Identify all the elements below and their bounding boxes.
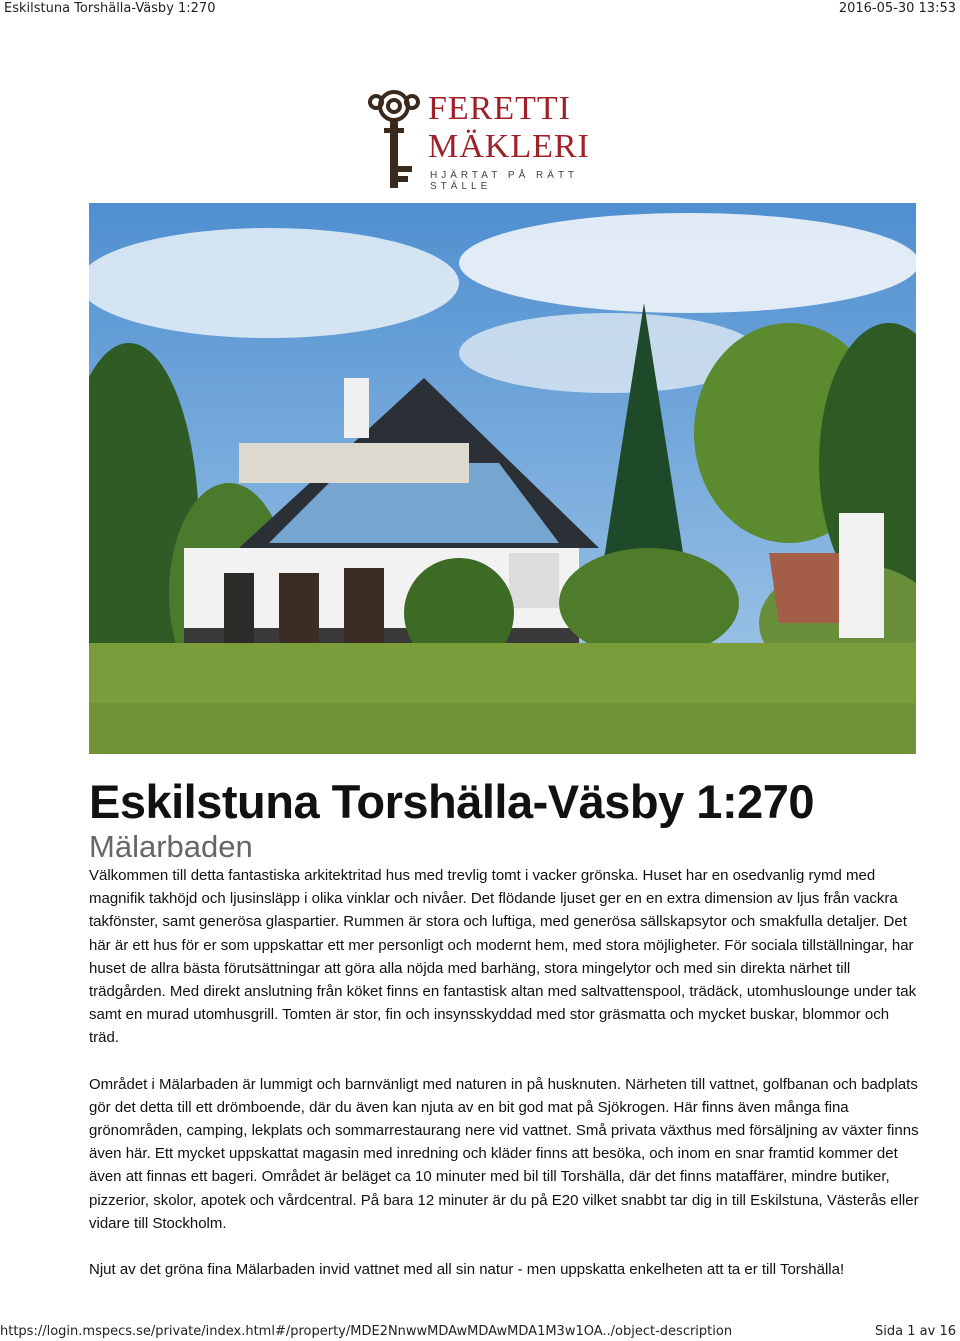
listing-subtitle: Mälarbaden [89,829,253,864]
print-footer-page: Sida 1 av 16 [875,1324,956,1339]
description-paragraph: Området i Mälarbaden är lummigt och barnvänligt med naturen in på husknuten. Närheten till vattnet, golfbanan och badplats gör det detta till ett drömboende, där du även kan njuta av en bit god mat på Sjökrogen. Här finns även många fina grönområden, camping, lekplats och sommarrestaurang nere vid vattnet. Små privata växthus med försäljning av växter finns även här. Ett mycket uppskattat magasin med inredning och kläder finns att besöka, och inom en snar framtid kommer det även att finnas ett bageri. Området är beläget ca 10 minuter med bil till Torshälla, där det finns mataffärer, mindre butiker, pizzerior, skolor, apotek och vårdcentral. På bara 12 minuter är du på E20 vilket snabbt tar dig in till Eskilstuna, Västerås eller vidare till Stockholm. [89,1075,919,1232]
description-paragraph: Njut av det gröna fina Mälarbaden invid vattnet med all sin natur - men uppskatta enkelheten att ta er till Torshälla! [89,1261,845,1279]
print-footer [0,1323,960,1341]
company-logo [364,88,644,192]
print-header [0,0,960,20]
logo-line1: FERETTI [428,90,571,127]
key-icon [364,88,424,192]
print-header-datetime: 2016-05-30 13:53 [838,1,956,16]
print-footer-url: https://login.mspecs.se/private/index.html#/property/MDE2NnwwMDAwMDAwMDA1M3w1OA../object-description [0,1324,733,1339]
listing-title: Eskilstuna Torshälla-Väsby 1:270 [89,775,815,828]
logo-tagline: HJÄRTAT PÅ RÄTT STÄLLE [430,170,578,192]
logo-line2: MÄKLERI [428,128,590,165]
print-header-title: Eskilstuna Torshälla-Väsby 1:270 [4,1,216,16]
listing-description [89,864,919,1304]
description-paragraph: Välkommen till detta fantastiska arkitektritad hus med trevlig tomt i vacker grönska. Huset har en osedvanlig rymd med magnifik takhöjd och ljusinsläpp i olika vinklar och nivåer. Det flödande ljuset ger en en extra dimension av ljus från vackra takfönster, samt generösa glaspartier. Rummen är stora och luftiga, med generösa sällskapsytor och smakfulla detaljer. Det här är ett hus för er som uppskattar ett mer personligt och modernt hem, med stora möjligheter. För sociala tillställningar, har huset de allra bästa förutsättningar att göra alla nöjda med barhäng, stora mingelytor och med sin direkta närhet till trädgården. Med direkt anslutning från köket finns en fantastisk altan med saltvattenspool, trädäck, utomhuslounge under tak samt en murad utomhusgrill. Tomten är stor, fin och insynsskyddad med stor gräsmatta och mycket buskar, blommor och träd. [89,867,917,1047]
property-photo [89,203,916,754]
